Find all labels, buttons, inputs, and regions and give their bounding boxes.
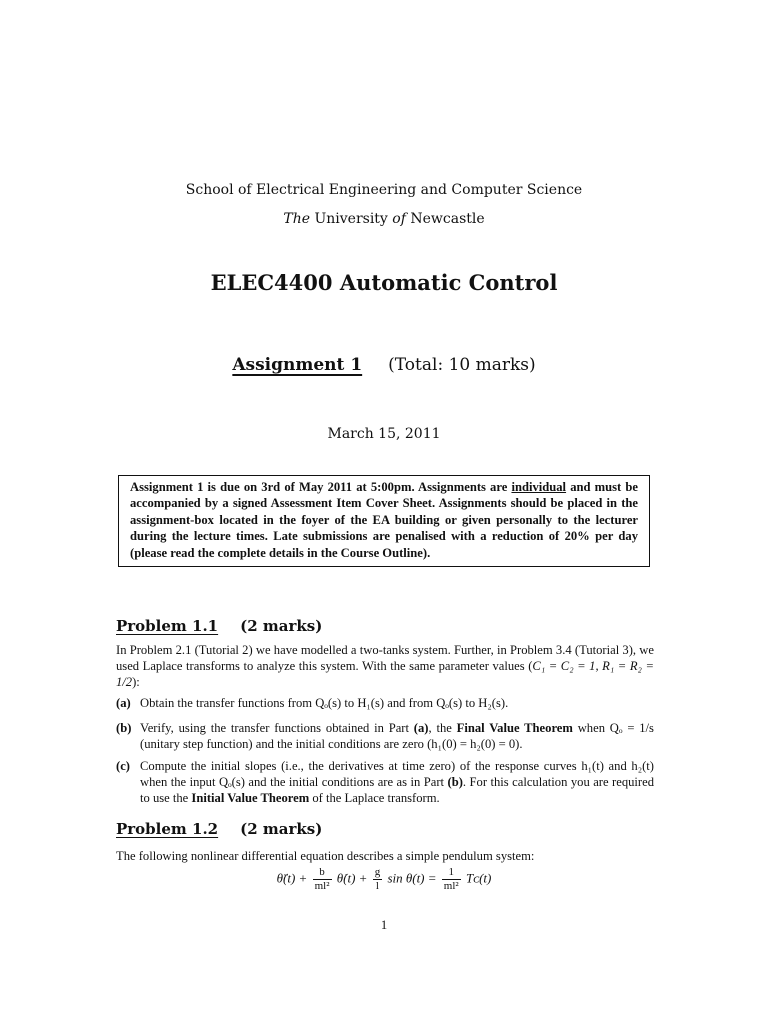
assignment-total: (Total: 10 marks) xyxy=(388,355,536,375)
university-name: The University of Newcastle xyxy=(283,211,485,227)
problem-1-2-heading: Problem 1.2 (2 marks) xyxy=(116,820,323,838)
course-title: ELEC4400 Automatic Control xyxy=(210,270,558,295)
assignment-heading xyxy=(0,355,768,375)
school-name: School of Electrical Engineering and Computer Science xyxy=(185,182,583,198)
problem-1-1-part-c: (c) Compute the initial slopes (i.e., the derivatives at time zero) of the response curves h₁(t) and h₂(t) when the input Qₒ(s) and the initial conditions are as in Part (b). For this calculation you are required to use the Initial Value Theorem of the Laplace transform. xyxy=(116,759,654,805)
problem-1-2-intro: The following nonlinear differential equation describes a simple pendulum system: xyxy=(116,849,535,863)
problem-1-1-part-a: (a) Obtain the transfer functions from Qₒ(s) to H₁(s) and from Qₒ(s) to H₂(s). xyxy=(116,696,509,710)
due-date-notice: Assignment 1 is due on 3rd of May 2011 at 5:00pm. Assignments are individual and must be accompanied by a signed Assessment Item Cover Sheet. Assignments should be placed in the assignment-box located in the foyer of the EA building or given personally to the lecturer during the lecture times. Late submissions are penalised with a reduction of 20% per day (please read the complete details in the Course Outline). xyxy=(118,475,650,567)
problem-1-1-heading: Problem 1.1 (2 marks) xyxy=(116,617,323,635)
assignment-title: Assignment 1 xyxy=(232,355,363,375)
problem-1-1-part-b: (b) Verify, using the transfer functions obtained in Part (a), the Final Value Theorem when Qₒ = 1/s (unitary step function) and the initial conditions are zero (h₁(0) = h₂(0) = 0). xyxy=(116,721,654,751)
document-date: March 15, 2011 xyxy=(327,426,441,442)
fraction-damping: $\frac{b}{\text{ml²}}$ xyxy=(314,866,330,892)
fraction-torque: $\frac{1}{\text{ml²}}$ xyxy=(443,866,459,892)
problem-1-1-intro: In Problem 2.1 (Tutorial 2) we have modelled a two-tanks system. Further, in Problem 3.4 (Tutorial 3), we used Laplace transforms to analyze this system. With the same parameter values (C₁ = C₂ = 1, R₁ = R₂ = 1/2): xyxy=(116,643,654,689)
page-number: 1 xyxy=(380,918,388,932)
pendulum-equation: θ̈(t) + $\frac{b}{\text{ml²}}$ θ̇(t) + $\frac{g}{l}$ sin θ(t) = $\frac{1}{\text{ml²}}$ Tᴄ(t) xyxy=(276,866,492,892)
fraction-gravity: $\frac{g}{l}$ xyxy=(374,866,381,892)
